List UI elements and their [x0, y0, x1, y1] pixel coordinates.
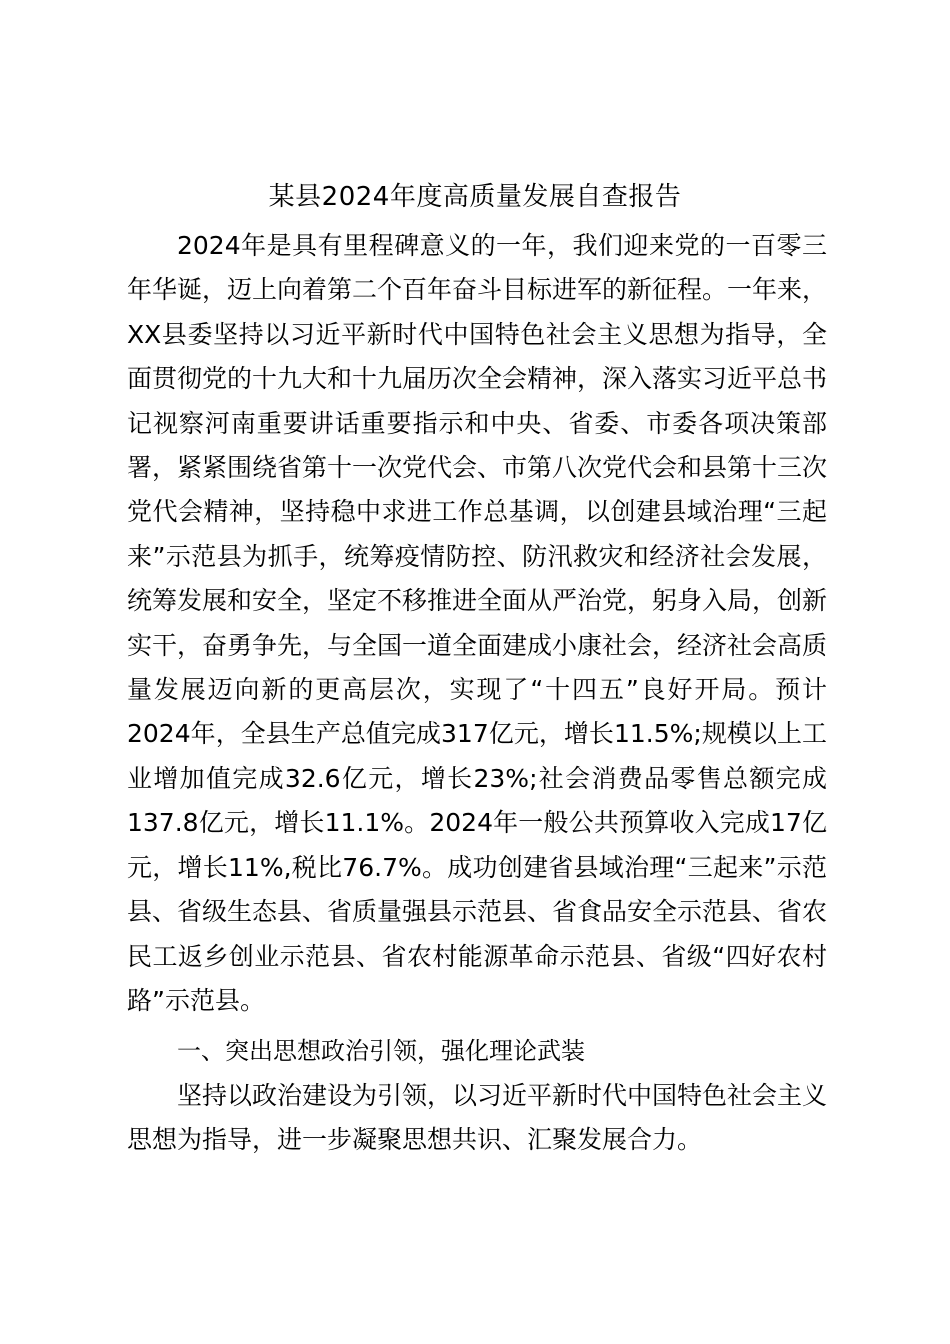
section-paragraph: 坚持以政治建设为引领，以习近平新时代中国特色社会主义思想为指导，进一步凝聚思想共识、汇聚发展合力。	[127, 1081, 828, 1155]
section-heading: 一、突出思想政治引领，强化理论武装	[177, 1037, 585, 1065]
intro-paragraph: 2024年是具有里程碑意义的一年，我们迎来党的一百零三年华诞，迈上向着第二个百年奋斗目标进军的新征程。一年来，XX县委坚持以习近平新时代中国特色社会主义思想为指导，全面贯彻党的十九大和十九届历次全会精神，深入落实习近平总书记视察河南重要讲话重要指示和中央、省委、市委各项决策部署，紧紧围绕省第十一次党代会、市第八次党代会和县第十三次党代会精神，坚持稳中求进工作总基调，以创建县域治理“三起来”示范县为抓手，统筹疫情防控、防汛救灾和经济社会发展，统筹发展和安全，坚定不移推进全面从严治党，躬身入局，创新实干，奋勇争先，与全国一道全面建成小康社会，经济社会高质量发展迈向新的更高层次，实现了“十四五”良好开局。预计2024年，全县生产总值完成317亿元，增长11.5%;规模以上工业增加值完成32.6亿元，增长23%;社会消费品零售总额完成137.8亿元，增长11.1%。2024年一般公共预算收入完成17亿元，增长11%,税比76.7%。成功创建省县域治理“三起来”示范县、省级生态县、省质量强县示范县、省食品安全示范县、省农民工返乡创业示范县、省农村能源革命示范县、省级“四好农村路”示范县。	[127, 231, 828, 1015]
document-title: 某县2024年度高质量发展自查报告	[268, 182, 682, 212]
